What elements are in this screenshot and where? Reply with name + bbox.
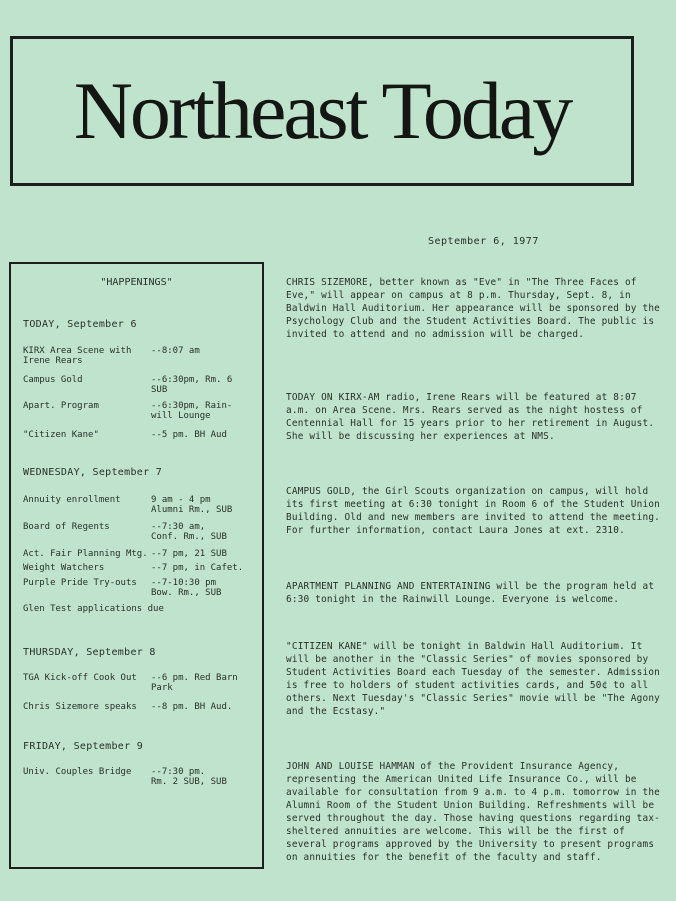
event-name: Glen Test applications due bbox=[23, 604, 164, 614]
happenings-heading: "HAPPENINGS" bbox=[100, 277, 173, 288]
event-name: Act. Fair Planning Mtg. bbox=[23, 549, 148, 559]
event-time: --6 pm. Red Barn Park bbox=[151, 673, 238, 693]
masthead-title: Northeast Today bbox=[73, 65, 571, 156]
event-name: Campus Gold bbox=[23, 375, 83, 385]
article-citizen-kane bbox=[286, 640, 664, 718]
event-time: --5 pm. BH Aud bbox=[151, 430, 227, 440]
event-name: TGA Kick-off Cook Out bbox=[23, 673, 137, 683]
event-time: --7:30 pm. Rm. 2 SUB, SUB bbox=[151, 767, 227, 787]
day-heading-thursday: THURSDAY, September 8 bbox=[23, 647, 156, 658]
event-name: "Citizen Kane" bbox=[23, 430, 99, 440]
happenings-sidebar bbox=[9, 262, 264, 869]
event-time: --8 pm. BH Aud. bbox=[151, 702, 233, 712]
event-time: --7-10:30 pm Bow. Rm., SUB bbox=[151, 578, 222, 598]
event-name: Board of Regents bbox=[23, 522, 110, 532]
event-time: 9 am - 4 pm Alumni Rm., SUB bbox=[151, 495, 233, 515]
article-campus-gold bbox=[286, 485, 664, 537]
day-heading-wednesday: WEDNESDAY, September 7 bbox=[23, 467, 163, 478]
article-text: CAMPUS GOLD, the Girl Scouts organization on campus, will hold its first meeting at 6:30 tonight in Room 6 of the Student Union Building. Old and new members are invited to attend the meeting. For further information, contact Laura Jones at ext. 2310. bbox=[286, 486, 661, 536]
article-apartment-planning bbox=[286, 580, 664, 606]
issue-date: September 6, 1977 bbox=[428, 236, 539, 247]
article-text: APARTMENT PLANNING AND ENTERTAINING will be the program held at 6:30 tonight in the Rainwill Lounge. Everyone is welcome. bbox=[286, 581, 655, 605]
event-time: --7:30 am, Conf. Rm., SUB bbox=[151, 522, 227, 542]
article-kirx bbox=[286, 391, 664, 443]
event-name: Univ. Couples Bridge bbox=[23, 767, 132, 777]
masthead-box bbox=[10, 36, 634, 186]
event-name: Annuity enrollment bbox=[23, 495, 121, 505]
event-name: Chris Sizemore speaks bbox=[23, 702, 137, 712]
article-sizemore bbox=[286, 276, 664, 341]
article-text: "CITIZEN KANE" will be tonight in Baldwin Hall Auditorium. It will be another in the "Classic Series" of movies sponsored by Student Activities Board each Tuesday of the semester. Admission is free to holders of student activities cards, and 50¢ to all others. Next Tuesday's "Classic Series" movie will be "The Agony and the Ecstasy." bbox=[286, 641, 661, 717]
article-text: CHRIS SIZEMORE, better known as "Eve" in "The Three Faces of Eve," will appear on campus at 8 p.m. Thursday, Sept. 8, in Baldwin Hall Auditorium. Her appearance will be sponsored by the Psychology Club and the Student Activities Board. The public is invited to attend and no admission will be charged. bbox=[286, 277, 661, 340]
event-time: --7 pm, in Cafet. bbox=[151, 563, 244, 573]
event-name: Purple Pride Try-outs bbox=[23, 578, 137, 588]
event-name: KIRX Area Scene with Irene Rears bbox=[23, 346, 132, 366]
event-time: --6:30pm, Rm. 6 SUB bbox=[151, 375, 233, 395]
article-text: JOHN AND LOUISE HAMMAN of the Provident Insurance Agency, representing the American United Life Insurance Co., will be available for consultation from 9 a.m. to 4 p.m. tomorrow in the Alumni Room of the Student Union Building. Refreshments will be served throughout the day. Those having questions regarding tax-sheltered annuities are welcome. This will be the first of several programs approved by the University to present programs on annuities for the benefit of the faculty and staff. bbox=[286, 761, 661, 863]
day-heading-friday: FRIDAY, September 9 bbox=[23, 741, 144, 752]
event-time: --7 pm, 21 SUB bbox=[151, 549, 227, 559]
article-text: TODAY ON KIRX-AM radio, Irene Rears will be featured at 8:07 a.m. on Area Scene. Mrs. Rears served as the night hostess of Centennial Hall for 15 years prior to her retirement in August. She will be discussing her experiences at NMS. bbox=[286, 392, 655, 442]
event-time: --6:30pm, Rain- will Lounge bbox=[151, 401, 233, 421]
event-name: Apart. Program bbox=[23, 401, 99, 411]
event-name: Weight Watchers bbox=[23, 563, 105, 573]
event-time: --8:07 am bbox=[151, 346, 200, 356]
day-heading-today: TODAY, September 6 bbox=[23, 319, 137, 330]
article-annuities bbox=[286, 760, 664, 864]
